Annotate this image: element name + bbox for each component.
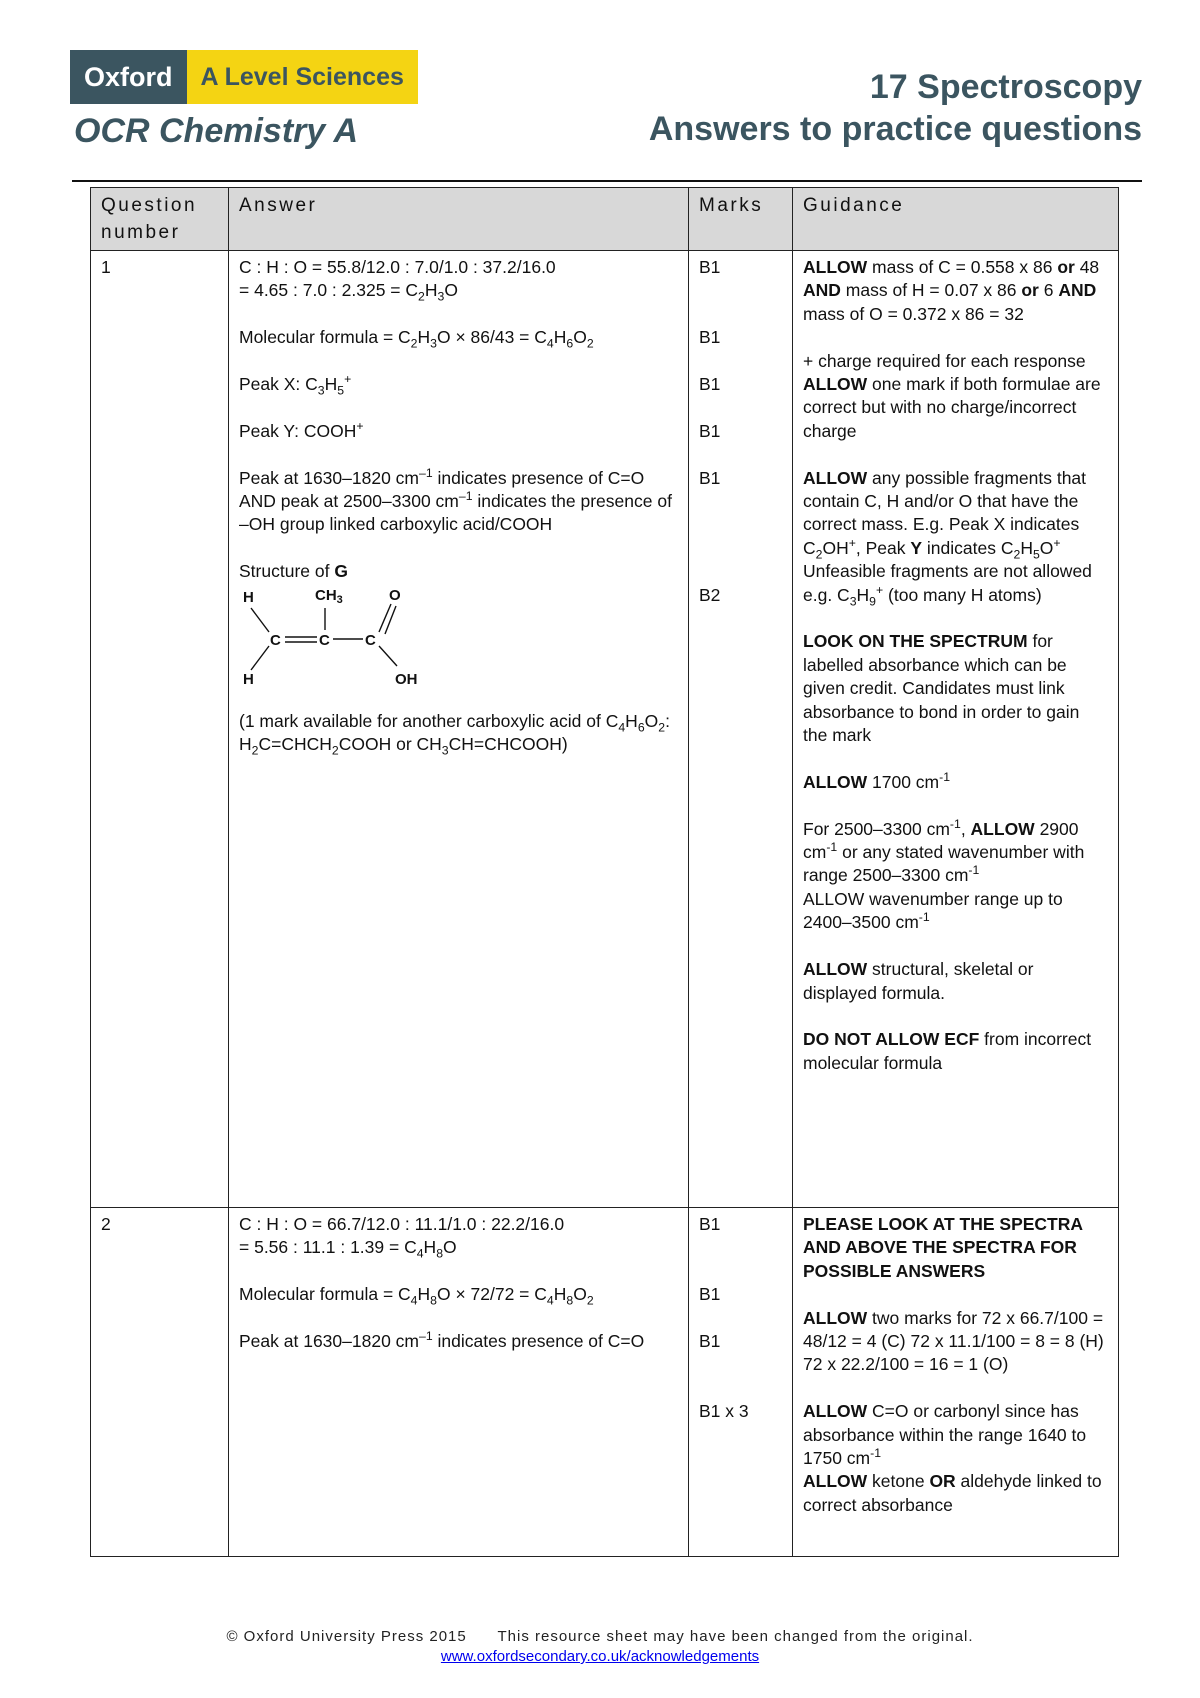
- mark: B1: [699, 257, 721, 277]
- subject-title: OCR Chemistry A: [74, 112, 359, 150]
- header-guidance: Guidance: [793, 188, 1119, 251]
- copyright-text: © Oxford University Press 2015 This resource sheet may have been changed from the original.: [226, 1628, 974, 1645]
- atom-c3: C: [365, 631, 376, 649]
- question-number: 1: [91, 251, 229, 1208]
- atom-ch3: $CH_3$: [315, 586, 343, 606]
- guidance-cell: ALLOW mass of C = 0.558 x 86 or 48 AND mass of H = 0.07 x 86 or 6 AND mass of O = 0.372 x 86 = 32 + charge required for each response ALLOW one mark if both formulae are correct but with no charge/incorrect charge ALLOW any possible fragments that contain C, H and/or O that have the correct mass. E.g. Peak X indicates $C_2OH^+$, Peak Y indicates $C_2H_5O^+$ Unfeasible fragments are not allowed e.g. $C_3H_9^+$ (too many H atoms) LOOK ON THE SPECTRUM for labelled absorbance which can be given credit. Candidates must link absorbance to bond in order to gain the mark ALLOW 1700 $cm^{-1}$ For 2500–3300 $cm^{-1}$, ALLOW 2900 $cm^{-1}$ or any stated wavenumber with range 2500–3300 $cm^{-1}$ ALLOW wavenumber range up to 2400–3500 $cm^{-1}$ ALLOW structural, skeletal or displayed formula. DO NOT ALLOW ECF from incorrect molecular formula: [793, 251, 1119, 1208]
- table-row: [91, 1208, 1119, 1557]
- table-header-row: [91, 188, 1119, 251]
- atom-c1: C: [270, 631, 281, 649]
- header-marks: Marks: [689, 188, 793, 251]
- mark: B1: [699, 1284, 721, 1305]
- mark: B1: [699, 373, 721, 394]
- guidance-cell: PLEASE LOOK AT THE SPECTRA AND ABOVE THE SPECTRA FOR POSSIBLE ANSWERS ALLOW two marks for 72 x 66.7/100 = 48/12 = 4 (C) 72 x 11.1/100 = 8 = 8 (H) 72 x 22.2/100 = 16 = 1 (O) ALLOW C=O or carbonyl since has absorbance within the range 1640 to 1750 $cm^{-1}$ ALLOW ketone OR aldehyde linked to correct absorbance: [793, 1208, 1119, 1557]
- mark: B1: [699, 1330, 721, 1351]
- structure-letter: G: [334, 561, 348, 582]
- question-number: 2: [91, 1208, 229, 1557]
- marks-cell: [689, 251, 793, 1208]
- atom-h-top: H: [243, 588, 254, 606]
- mark: B1: [699, 467, 721, 488]
- header-question-number: Question number: [91, 188, 229, 251]
- chapter-title: 17 Spectroscopy: [869, 68, 1142, 106]
- header-answer: Answer: [229, 188, 689, 251]
- answers-table: [90, 187, 1119, 1557]
- document-title: Answers to practice questions: [648, 110, 1142, 148]
- logo-brand: Oxford: [70, 50, 187, 104]
- structure-label: Structure of: [239, 561, 330, 582]
- mark: B1 x 3: [699, 1401, 749, 1422]
- atom-oh: OH: [395, 670, 418, 688]
- methacrylic-acid-structure: [239, 586, 429, 694]
- table-row: [91, 251, 1119, 1208]
- mark: B2: [699, 584, 721, 605]
- answer-cell: C : H : O = 66.7/12.0 : 11.1/1.0 : 22.2/16.0 = 5.56 : 11.1 : $1.39 = C_4H_8O$ Molecular formula = $C_4H_8O \times 72/72 = C_4H_8O_2$ Peak at 1630–1820 $cm^{-1}$ indicates presence of C=O: [229, 1208, 689, 1557]
- atom-c2: C: [319, 631, 330, 649]
- atom-h-bottom: H: [243, 670, 254, 688]
- mark: B1: [699, 420, 721, 441]
- mark: B1: [699, 1214, 721, 1234]
- answer-cell: C : H : O = 55.8/12.0 : 7.0/1.0 : 37.2/16.0 = 4.65 : 7.0 : $2.325 = C_2H_3O$ Molecular formula = $C_2H_3O \times 86/43 = C_4H_6O_2$ Peak X: $C_3H_5^+$ Peak Y: COOH+ Peak at 1630–1820 $cm^{-1}$ indicates presence of C=O AND peak at 2500–3300 $cm^{-1}$ indicates the presence of –OH group linked carboxylic acid/COOH Structure of G H H $CH_3$ C C C O OH (1 mark available for another carboxylic acid of $C_4H_6O_2$: $H_2C=CHCH_2COOH$ or $CH_3CH=CHCOOH$): [229, 251, 689, 1208]
- oxford-logo: [70, 50, 418, 104]
- mark: B1: [699, 327, 721, 348]
- header-divider: [72, 180, 1142, 182]
- footer: [0, 1628, 1200, 1665]
- atom-o: O: [389, 586, 401, 604]
- acknowledgements-link[interactable]: www.oxfordsecondary.co.uk/acknowledgements: [440, 1648, 760, 1665]
- logo-series: A Level Sciences: [187, 50, 418, 104]
- header-titles: [649, 66, 1142, 150]
- marks-cell: [689, 1208, 793, 1557]
